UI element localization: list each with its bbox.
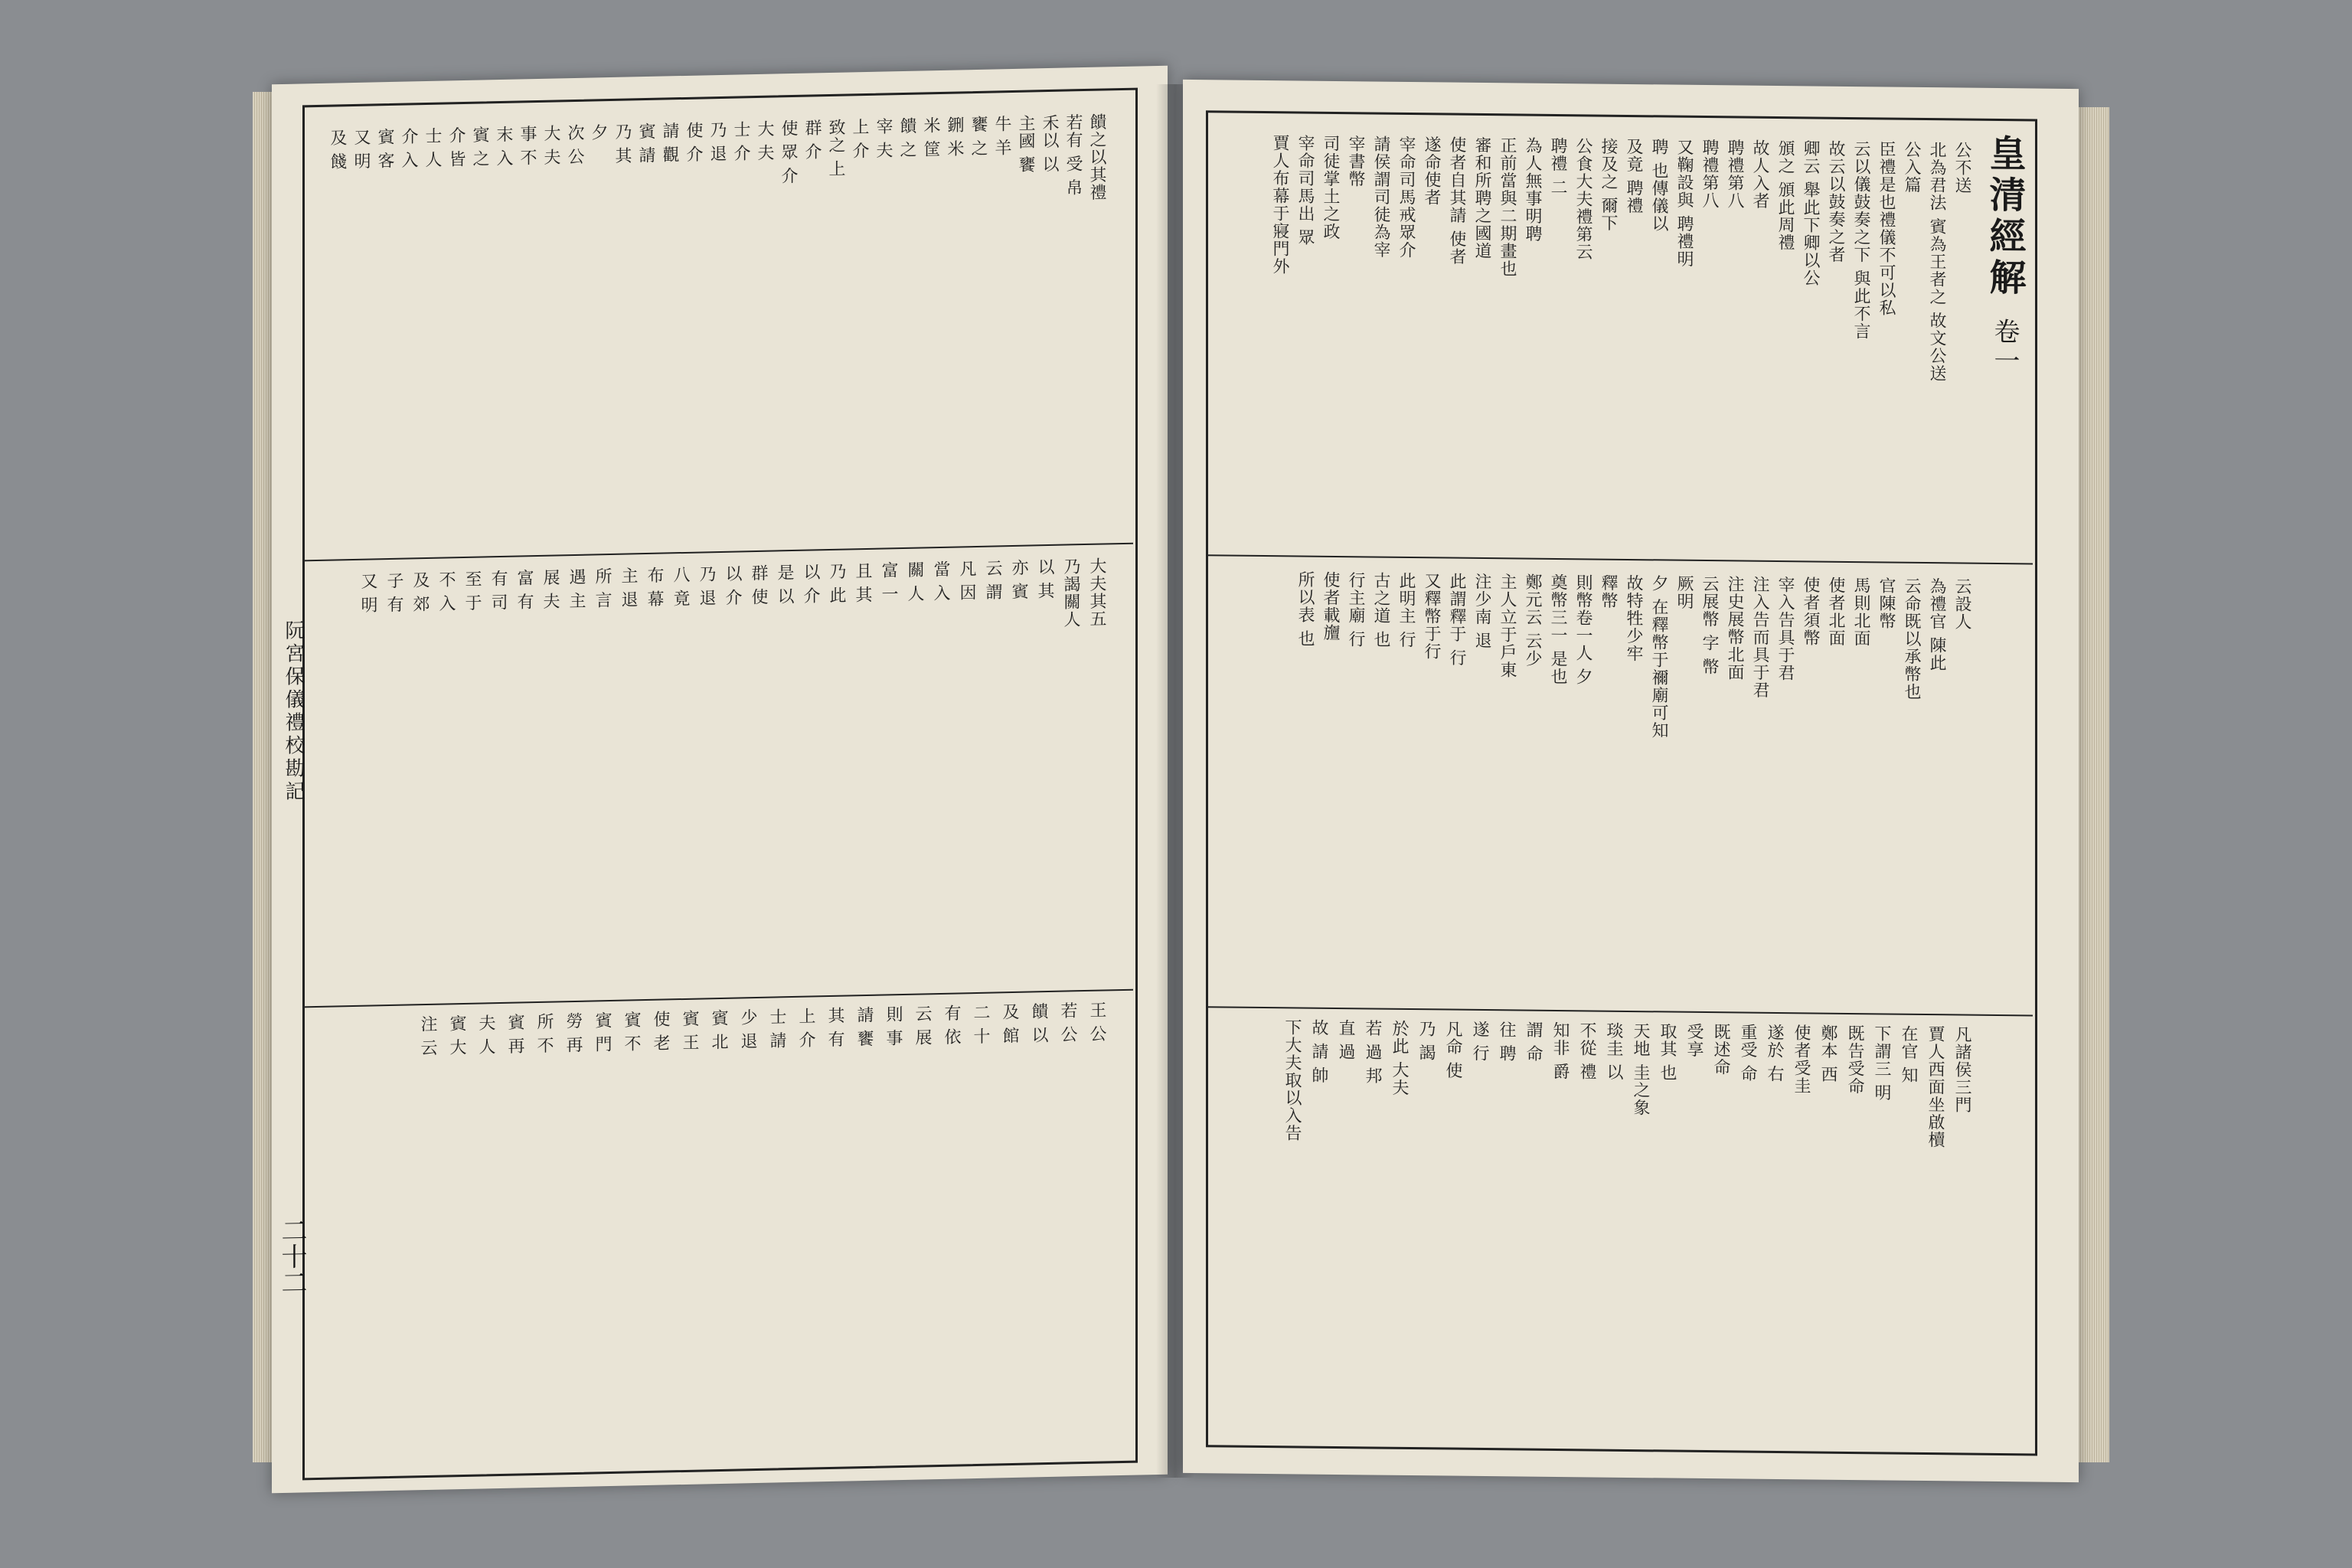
- text-column: 以 介: [723, 564, 742, 606]
- text-column: 亦 賓: [1009, 558, 1028, 601]
- text-column: 以 介: [801, 563, 820, 605]
- text-column: 至 于: [462, 570, 482, 612]
- text-column: 故 請 帥: [1309, 1018, 1328, 1084]
- text-column: 凡諸侯三門: [1952, 1025, 1971, 1114]
- text-column: 馬則北面: [1851, 577, 1870, 648]
- text-column: 取其 也: [1658, 1022, 1677, 1082]
- text-column: 乃 退: [697, 565, 716, 607]
- text-column: 則幣卷一人 夕: [1573, 573, 1592, 686]
- right-band-2: [1225, 570, 1971, 1006]
- text-column: 使者載旜: [1321, 570, 1340, 642]
- text-column: 直 過: [1336, 1018, 1355, 1061]
- text-column: 於此 大夫: [1390, 1019, 1409, 1096]
- text-column: 士 請: [767, 1008, 786, 1050]
- text-column: 其 有: [825, 1006, 844, 1049]
- text-column: 云展幣 字 幣: [1700, 574, 1719, 676]
- text-column: 饋 之: [897, 116, 916, 159]
- text-column: 官陳幣: [1877, 577, 1896, 630]
- text-column: 此明主 行: [1396, 571, 1416, 649]
- text-column: 鉶 米: [945, 116, 964, 158]
- text-column: 使者北面: [1826, 576, 1845, 647]
- text-column: 使 眾 介: [779, 119, 798, 185]
- text-column: 云以儀鼓奏之下 與此不言: [1851, 140, 1870, 341]
- text-column: 次 公: [565, 123, 584, 166]
- text-column: 又 明: [351, 128, 371, 171]
- text-column: 賓 王: [680, 1009, 699, 1052]
- text-column: 所以表 也: [1295, 570, 1315, 648]
- text-column: 古之道 也: [1371, 571, 1390, 648]
- text-column: 鄭元云 云少: [1523, 573, 1542, 668]
- text-column: 卿云 舉此下卿以公: [1801, 139, 1820, 287]
- text-column: 臣禮是也禮儀不可以私: [1877, 140, 1896, 317]
- text-column: 賓 之: [470, 126, 489, 168]
- text-column: 上 介: [796, 1007, 815, 1049]
- left-band-1: [318, 113, 1106, 554]
- left-page: [272, 66, 1168, 1494]
- text-column: 賓 不: [622, 1011, 641, 1053]
- right-band-3: [1225, 1018, 1971, 1439]
- text-column: 頒之 頒此周禮: [1775, 139, 1795, 252]
- text-column: 云 展: [913, 1004, 932, 1047]
- text-column: 賈人西面坐啟櫝: [1926, 1025, 1945, 1149]
- text-column: 厥明: [1674, 574, 1694, 610]
- text-column: 知非 爵: [1550, 1021, 1570, 1081]
- text-column: 宰 夫: [874, 117, 893, 159]
- text-column: 八 竟: [671, 565, 690, 608]
- text-column: 行主廟 行: [1346, 571, 1365, 648]
- text-column: 及 餞: [328, 129, 347, 171]
- text-column: 遇 主: [567, 567, 586, 610]
- text-column: 所 不: [534, 1012, 554, 1055]
- text-column: 群 介: [802, 119, 822, 161]
- right-page-title: 皇清經解: [1983, 133, 2026, 300]
- text-column: 使 介: [684, 121, 703, 163]
- text-column: 請 饔: [854, 1005, 874, 1048]
- text-column: 天地 圭之象: [1631, 1022, 1650, 1117]
- text-column: 不從 禮: [1577, 1021, 1596, 1081]
- text-column: 宰命司馬戒眾介: [1396, 135, 1416, 260]
- text-column: 饋之以其禮: [1087, 113, 1106, 201]
- text-column: 使者受圭: [1792, 1024, 1811, 1095]
- text-column: 聘禮 二: [1548, 136, 1567, 197]
- text-column: 乃謁關人: [1061, 557, 1080, 629]
- text-column: 勞 再: [564, 1011, 583, 1054]
- text-column: 在官 知: [1899, 1024, 1918, 1084]
- text-column: 士 介: [731, 120, 750, 162]
- left-side-title: 阮宮保儀禮校勘記: [282, 619, 305, 804]
- text-column: 使 老: [651, 1010, 670, 1052]
- text-column: 正前當與二期畫也: [1498, 136, 1517, 278]
- text-column: 審和所聘之國道: [1472, 136, 1491, 260]
- text-column: 不 入: [436, 570, 456, 612]
- text-column: 士 人: [423, 126, 442, 169]
- text-column: 此謂釋于 行: [1447, 572, 1466, 667]
- text-column: 謂 命: [1524, 1021, 1543, 1063]
- text-column: 介 皆: [446, 126, 466, 168]
- text-column: 注史展幣北面: [1725, 575, 1744, 681]
- text-column: 夕 在釋幣于禰廟可知: [1649, 574, 1668, 740]
- text-column: 子 有: [384, 571, 403, 614]
- text-column: 又釋幣于行: [1422, 572, 1441, 661]
- left-band-2: [318, 557, 1106, 998]
- text-column: 及 郊: [410, 570, 430, 613]
- text-column: 若 過 邦: [1363, 1019, 1382, 1085]
- text-column: 下大夫取以入告: [1282, 1018, 1302, 1142]
- text-column: 宰入告具于君: [1775, 575, 1795, 682]
- text-column: 展 夫: [541, 568, 560, 610]
- text-column: 賓 客: [375, 127, 394, 170]
- text-column: 使者自其請 使者: [1447, 136, 1466, 266]
- text-column: 介 入: [399, 127, 418, 169]
- text-column: 公食大夫禮第云: [1573, 137, 1592, 261]
- text-column: 請侯謂司徒為宰: [1371, 135, 1390, 259]
- left-folio: 二十二: [276, 1217, 307, 1296]
- text-column: 又鞠設與 聘禮明: [1674, 138, 1694, 268]
- text-column: 接及之 爾下: [1599, 137, 1618, 232]
- text-column: 下謂三 明: [1872, 1024, 1891, 1102]
- text-column: 使者須幣: [1801, 576, 1820, 647]
- text-column: 琰圭 以: [1604, 1021, 1623, 1081]
- text-column: 王 公: [1087, 1001, 1106, 1043]
- text-column: 往 聘: [1497, 1021, 1516, 1063]
- text-column: 上 介: [850, 117, 869, 160]
- text-column: 乃 退: [707, 120, 727, 163]
- text-column: 富 有: [514, 569, 534, 611]
- text-column: 布 幕: [645, 566, 664, 609]
- text-column: 饋 以: [1029, 1002, 1048, 1044]
- text-column: 是 以: [775, 563, 794, 606]
- text-column: 公不送: [1952, 141, 1971, 194]
- text-column: 賓 北: [709, 1008, 728, 1051]
- text-column: 賓 大: [447, 1014, 466, 1057]
- text-column: 受享: [1684, 1022, 1704, 1058]
- text-column: 又 明: [358, 572, 377, 614]
- text-column: 釋幣: [1599, 573, 1618, 609]
- text-column: 夫 人: [476, 1014, 495, 1056]
- right-band-1: [1225, 133, 1971, 554]
- text-column: 北為君法 賓為王者之 故文公送: [1927, 141, 1946, 383]
- text-column: 事 不: [518, 125, 537, 167]
- text-column: 有 依: [942, 1004, 961, 1046]
- text-column: 大 夫: [541, 124, 560, 166]
- text-column: 遂命使者: [1422, 136, 1441, 207]
- text-column: 注少南 退: [1472, 572, 1491, 650]
- right-volume: 卷一: [1989, 317, 2020, 377]
- left-band-3: [318, 1001, 1106, 1454]
- right-page: [1183, 80, 2079, 1482]
- text-column: 二 十: [971, 1003, 990, 1046]
- text-column: 宰書幣: [1346, 135, 1365, 188]
- text-column: 故云以鼓奏之者: [1826, 139, 1845, 263]
- text-column: 鄭本 西: [1818, 1024, 1838, 1083]
- text-column: 主人立于戶東: [1498, 573, 1517, 679]
- text-column: 夕: [589, 123, 608, 142]
- text-column: 請 觀: [660, 122, 679, 164]
- text-column: 凡 因: [957, 559, 976, 602]
- text-column: 且 其: [853, 561, 872, 604]
- text-column: 云設人: [1952, 577, 1971, 631]
- text-column: 注入告而具于君: [1750, 575, 1769, 699]
- text-column: 群 使: [749, 564, 768, 606]
- text-column: 及竟 聘禮: [1624, 137, 1643, 215]
- text-column: 既告受命: [1845, 1024, 1864, 1096]
- text-column: 以 其: [1035, 557, 1054, 600]
- text-column: 大夫其五: [1087, 557, 1106, 628]
- text-column: 主 退: [619, 567, 638, 609]
- text-column: 乃 謁: [1416, 1020, 1436, 1062]
- text-column: 牛 羊: [992, 115, 1011, 157]
- text-column: 司徒掌土之政: [1321, 134, 1340, 241]
- text-column: 重受 命: [1738, 1023, 1757, 1083]
- text-column: 富 一: [879, 561, 898, 603]
- text-column: 若 公: [1058, 1001, 1077, 1044]
- text-column: 聘禮第八: [1700, 138, 1719, 210]
- text-column: 乃 其: [612, 122, 632, 165]
- text-column: 遂 行: [1470, 1020, 1489, 1063]
- text-column: 聘 也傳儀以: [1649, 138, 1668, 233]
- text-column: 及 館: [1000, 1002, 1019, 1045]
- text-column: 賓 請: [636, 122, 655, 165]
- text-column: 末 入: [494, 125, 513, 168]
- text-column: 致之 上: [826, 118, 845, 178]
- text-column: 故人入者: [1750, 139, 1769, 210]
- text-column: 賓 門: [593, 1011, 612, 1054]
- text-column: 注 云: [418, 1014, 437, 1057]
- text-column: 當 入: [931, 560, 950, 603]
- text-column: 賓 再: [505, 1013, 524, 1055]
- text-column: 所 言: [593, 567, 612, 609]
- text-column: 關 人: [905, 560, 924, 603]
- text-column: 為禮官 陳此: [1927, 577, 1946, 672]
- text-column: 凡命 使: [1443, 1020, 1462, 1080]
- text-column: 大 夫: [755, 119, 774, 162]
- text-column: 奠幣三一 是也: [1548, 573, 1567, 686]
- text-column: 乃 此: [827, 562, 846, 605]
- text-column: 若有 受 帛: [1063, 113, 1083, 197]
- text-column: 故特牲少牢: [1624, 573, 1643, 663]
- text-column: 米 筐: [921, 116, 940, 158]
- text-column: 禾以 以: [1040, 113, 1059, 174]
- text-column: 則 事: [884, 1004, 903, 1047]
- text-column: 少 退: [738, 1008, 757, 1050]
- text-column: 賈人布幕于寢門外: [1270, 134, 1289, 276]
- text-column: 主國 饔: [1016, 114, 1035, 174]
- text-column: 遂於 右: [1765, 1023, 1784, 1083]
- text-column: 宰命司馬出 眾: [1295, 134, 1315, 247]
- text-column: 有 司: [488, 569, 508, 612]
- text-column: 既述命: [1711, 1023, 1730, 1076]
- text-column: 云 謂: [983, 559, 1002, 601]
- text-column: 為人無事明聘: [1523, 136, 1542, 243]
- text-column: 聘禮第八: [1725, 139, 1744, 210]
- text-column: 云命既以承幣也: [1902, 577, 1921, 701]
- text-column: 公入篇: [1902, 140, 1921, 194]
- text-column: 饔 之: [969, 115, 988, 158]
